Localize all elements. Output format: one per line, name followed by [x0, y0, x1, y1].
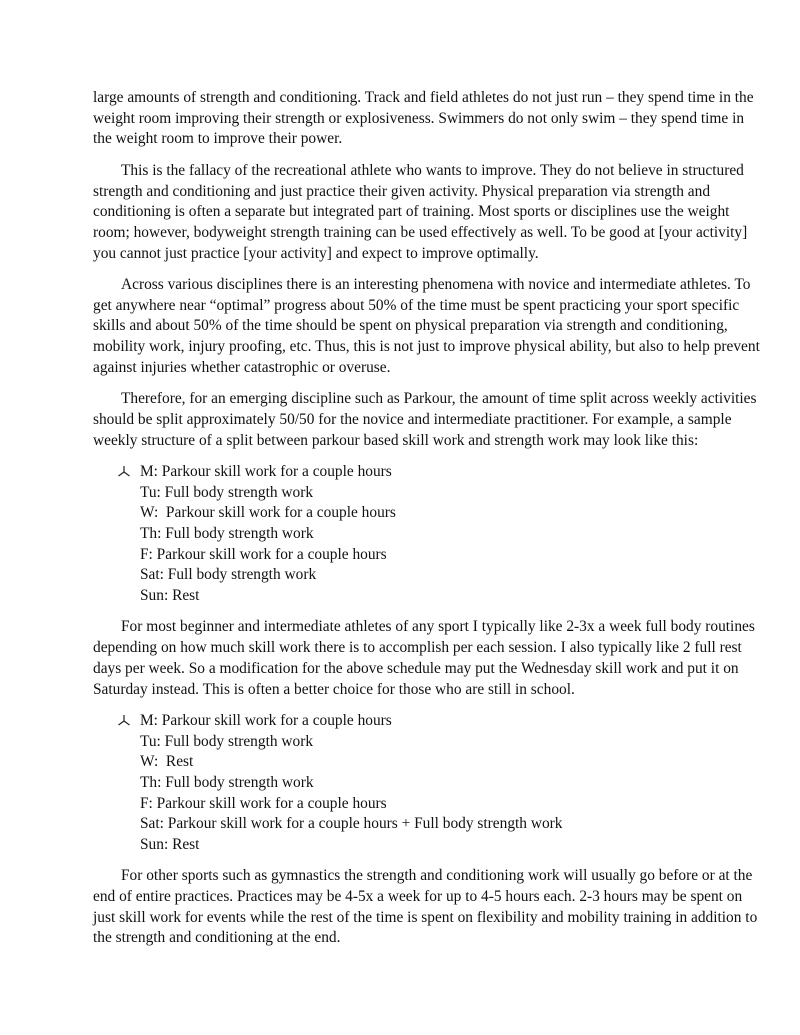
schedule-2-monday: M: Parkour skill work for a couple hours [140, 711, 392, 729]
schedule-1-sunday: Sun: Rest [140, 587, 200, 605]
paragraph-gymnastics: For other sports such as gymnastics the strength and conditioning work will usually go before or at the end of entire practices. Practices may be 4-5x a week for up to 4-5 hours each. 2-3 hours may be spent on just skill work for events while the rest of the time is spent on flexibility and mobility training in addition to the strength and conditioning at the end. [93, 867, 762, 947]
weekly-schedule-list-1 [93, 462, 765, 607]
paragraph-parkour-split: Therefore, for an emerging discipline such as Parkour, the amount of time split across weekly activities should be split approximately 50/50 for the novice and intermediate practitioner. For example, a sample weekly structure of a split between parkour based skill work and strength work may look like this: [93, 390, 761, 449]
schedule-2-tuesday: Tu: Full body strength work [140, 732, 314, 750]
schedule-2-sunday: Sun: Rest [140, 836, 200, 854]
schedule-1-friday: F: Parkour skill work for a couple hours [140, 545, 387, 563]
schedule-2-thursday: Th: Full body strength work [140, 773, 314, 791]
schedule-2-friday: F: Parkour skill work for a couple hours [140, 794, 387, 812]
schedule-1-saturday: Sat: Full body strength work [140, 566, 317, 584]
paragraph-continuation: large amounts of strength and conditioning. Track and field athletes do not just run – they spend time in the weight room improving their strength or explosiveness. Swimmers do not only swim – they spend time in the weight room to improve their power. [93, 89, 758, 148]
document-page [93, 88, 765, 960]
weekly-schedule-list-2 [93, 711, 765, 856]
paragraph-novice-split: Across various disciplines there is an interesting phenomena with novice and intermediate athletes. To get anywhere near “optimal” progress about 50% of the time must be spent practicing your sport specific skills and about 50% of the time should be spent on physical preparation via strength and conditioning, mobility work, injury proofing, etc. Thus, this is not just to improve physical ability, but also to help prevent against injuries whether catastrophic or overuse. [93, 276, 764, 376]
schedule-1-tuesday: Tu: Full body strength work [140, 483, 314, 501]
paragraph-modification: For most beginner and intermediate athletes of any sport I typically like 2-3x a week full body routines depending on how much skill work there is to accomplish per each session. I also typically like 2 full rest days per week. So a modification for the above schedule may put the Wednesday skill work and put it on Saturday instead. This is often a better choice for those who are still in school. [93, 618, 759, 698]
paragraph-recreational-fallacy: This is the fallacy of the recreational athlete who wants to improve. They do not believe in structured strength and conditioning and just practice their given activity. Physical preparation via strength and conditioning is often a separate but integrated part of training. Most sports or disciplines use the weight room; however, bodyweight strength training can be used effectively as well. To be good at [your activity] you cannot just practice [your activity] and expect to improve optimally. [93, 161, 752, 262]
schedule-2-saturday: Sat: Parkour skill work for a couple hours + Full body strength work [140, 815, 563, 833]
wingding-bullet-icon [117, 713, 131, 727]
schedule-1-thursday: Th: Full body strength work [140, 525, 314, 543]
schedule-1-wednesday: W: Parkour skill work for a couple hours [140, 504, 396, 522]
wingding-bullet-icon [117, 464, 131, 478]
schedule-2-wednesday: W: Rest [140, 753, 194, 771]
schedule-1-monday: M: Parkour skill work for a couple hours [140, 463, 392, 480]
